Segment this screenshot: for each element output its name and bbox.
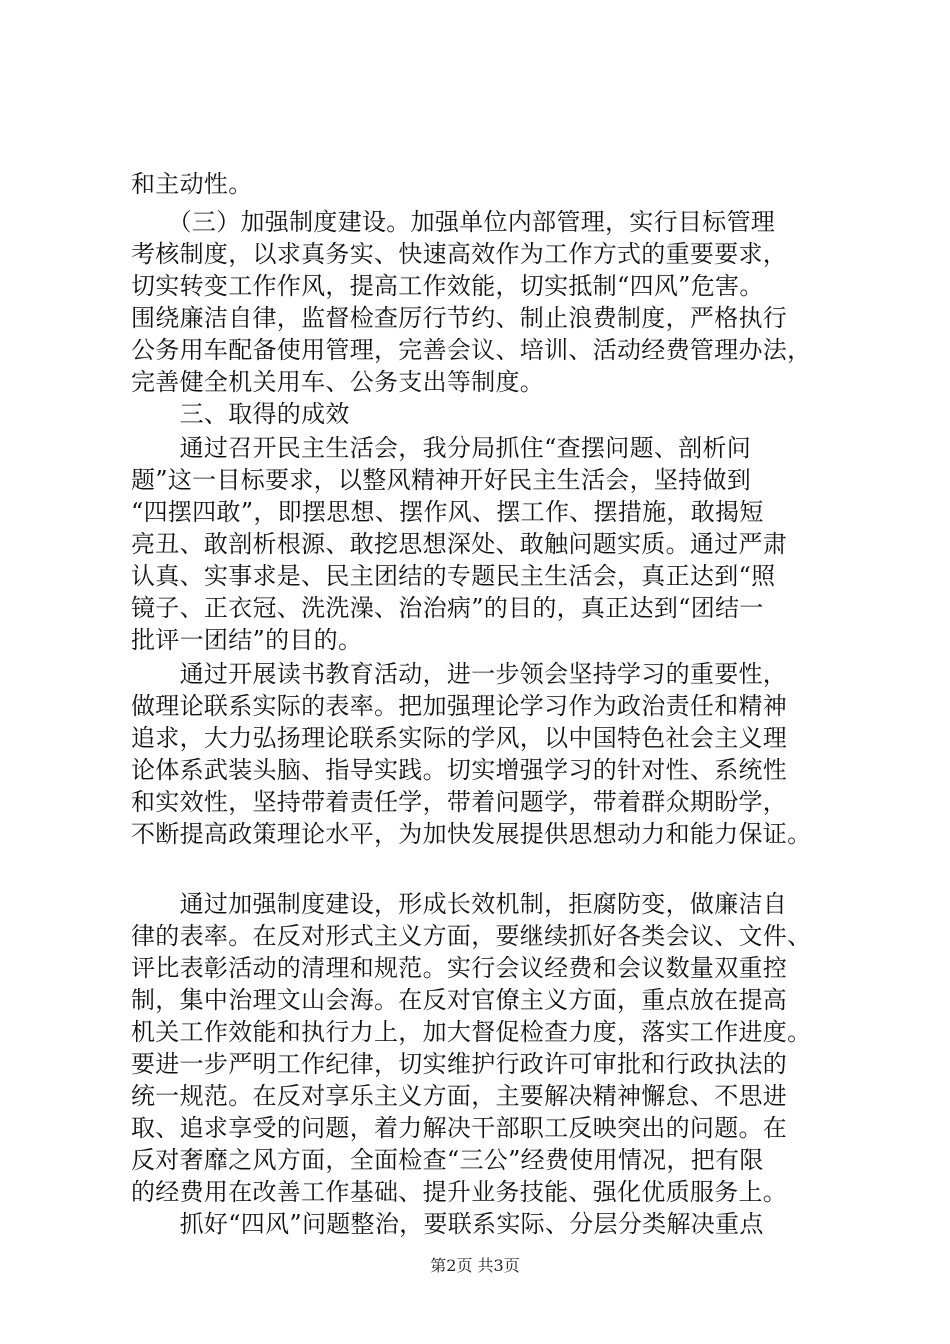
page-number-footer: 第2页 共3页 [430,1256,520,1275]
text-line: 通过召开民主生活会，我分局抓住“查摆问题、剖析问 [131,434,752,462]
text-line: 镜子、正衣冠、洗洗澡、治治病”的目的，真正达到“团结一 [131,594,764,622]
section-heading: 三、取得的成效 [131,400,350,428]
text-line: 完善健全机关用车、公务支出等制度。 [131,368,545,396]
text-line: （三）加强制度建设。加强单位内部管理，实行目标管理 [131,208,776,236]
text-line: 切实转变工作作风，提高工作效能，切实抵制“四风”危害。 [131,272,764,300]
text-line: 认真、实事求是、民主团结的专题民主生活会，真正达到“照 [131,562,776,590]
text-line: 反对奢靡之风方面，全面检查“三公”经费使用情况，把有限 [131,1146,764,1174]
text-line: 公务用车配备使用管理，完善会议、培训、活动经费管理办法， [131,336,812,364]
text-line: 抓好“四风”问题整治，要联系实际、分层分类解决重点 [131,1210,764,1238]
text-line: 围绕廉洁自律，监督检查厉行节约、制止浪费制度，严格执行 [131,304,788,332]
text-line: 评比表彰活动的清理和规范。实行会议经费和会议数量双重控 [131,954,788,982]
text-line: 和主动性。 [131,170,253,198]
text-line: 考核制度，以求真务实、快速高效作为工作方式的重要要求， [131,240,788,268]
text-line: 批评一团结”的目的。 [131,626,363,654]
text-line: 做理论联系实际的表率。把加强理论学习作为政治责任和精神 [131,692,788,720]
text-line: 通过开展读书教育活动，进一步领会坚持学习的重要性， [131,660,788,688]
text-line: 追求，大力弘扬理论联系实际的学风，以中国特色社会主义理 [131,724,788,752]
text-line: 律的表率。在反对形式主义方面，要继续抓好各类会议、文件、 [131,922,812,950]
text-line: 机关工作效能和执行力上，加大督促检查力度，落实工作进度。 [131,1018,812,1046]
text-line: 题”这一目标要求，以整风精神开好民主生活会，坚持做到 [131,466,752,494]
text-line: 论体系武装头脑、指导实践。切实增强学习的针对性、系统性 [131,756,788,784]
text-line: 制，集中治理文山会海。在反对官僚主义方面，重点放在提高 [131,986,788,1014]
text-line: 要进一步严明工作纪律，切实维护行政许可审批和行政执法的 [131,1050,788,1078]
text-line: 的经费用在改善工作基础、提升业务技能、强化优质服务上。 [131,1178,788,1206]
text-line: 和实效性，坚持带着责任学，带着问题学，带着群众期盼学， [131,788,788,816]
text-line: 亮丑、敢剖析根源、敢挖思想深处、敢触问题实质。通过严肃 [131,530,788,558]
text-line: 统一规范。在反对享乐主义方面，主要解决精神懈怠、不思进 [131,1082,788,1110]
text-line: 不断提高政策理论水平，为加快发展提供思想动力和能力保证。 [131,820,812,848]
text-line: 通过加强制度建设，形成长效机制，拒腐防变，做廉洁自 [131,890,788,918]
text-line: 取、追求享受的问题，着力解决干部职工反映突出的问题。在 [131,1114,788,1142]
text-line: “四摆四敢”，即摆思想、摆作风、摆工作、摆措施，敢揭短 [131,498,764,526]
